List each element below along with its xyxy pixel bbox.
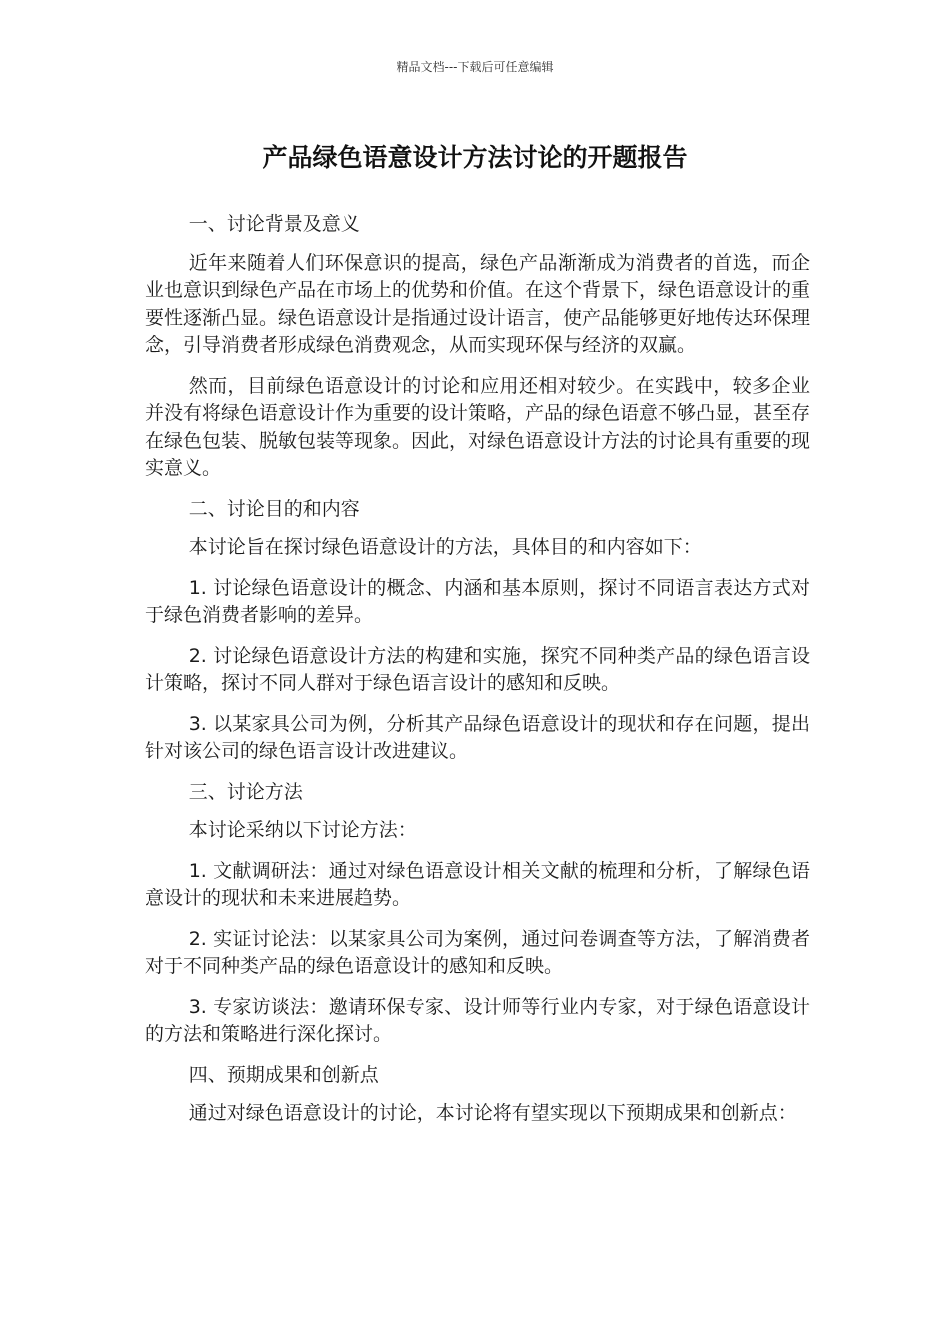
document-title: 产品绿色语意设计方法讨论的开题报告 (262, 143, 688, 172)
list-item: 1. 讨论绿色语意设计的概念、内涵和基本原则，探讨不同语言表达方式对于绿色消费者影响的差异。 (145, 576, 810, 626)
document-body (145, 211, 810, 1141)
list-item: 3. 专家访谈法：邀请环保专家、设计师等行业内专家，对于绿色语意设计的方法和策略进行深化探讨。 (145, 995, 810, 1045)
paragraph: 通过对绿色语意设计的讨论，本讨论将有望实现以下预期成果和创新点： (188, 1102, 797, 1124)
list-item: 1. 文献调研法：通过对绿色语意设计相关文献的梳理和分析，了解绿色语意设计的现状和未来进展趋势。 (145, 859, 810, 909)
section-heading-2: 二、讨论目的和内容 (188, 497, 360, 520)
paragraph: 本讨论旨在探讨绿色语意设计的方法，具体目的和内容如下： (188, 536, 702, 558)
header-note: 精品文档---下载后可任意编辑 (396, 60, 554, 74)
section-heading-3: 三、讨论方法 (188, 780, 303, 803)
list-item: 3. 以某家具公司为例，分析其产品绿色语意设计的现状和存在问题，提出针对该公司的绿色语言设计改进建议。 (145, 712, 810, 762)
section-heading-4: 四、预期成果和创新点 (188, 1063, 379, 1086)
paragraph: 然而，目前绿色语意设计的讨论和应用还相对较少。在实践中，较多企业并没有将绿色语意设计作为重要的设计策略，产品的绿色语意不够凸显，甚至存在绿色包装、脱敏包装等现象。因此，对绿色语意设计方法的讨论具有重要的现实意义。 (145, 374, 811, 479)
list-item: 2. 讨论绿色语意设计方法的构建和实施，探究不同种类产品的绿色语言设计策略，探讨不同人群对于绿色语言设计的感知和反映。 (145, 644, 810, 694)
section-heading-1: 一、讨论背景及意义 (188, 213, 360, 235)
paragraph: 近年来随着人们环保意识的提高，绿色产品渐渐成为消费者的首选，而企业也意识到绿色产品在市场上的优势和价值。在这个背景下，绿色语意设计的重要性逐渐凸显。绿色语意设计是指通过设计语言，使产品能够更好地传达环保理念，引导消费者形成绿色消费观念，从而实现环保与经济的双赢。 (145, 251, 811, 356)
list-item: 2. 实证讨论法：以某家具公司为案例，通过问卷调查等方法，了解消费者对于不同种类产品的绿色语意设计的感知和反映。 (145, 927, 810, 977)
paragraph: 本讨论采纳以下讨论方法： (188, 819, 417, 841)
